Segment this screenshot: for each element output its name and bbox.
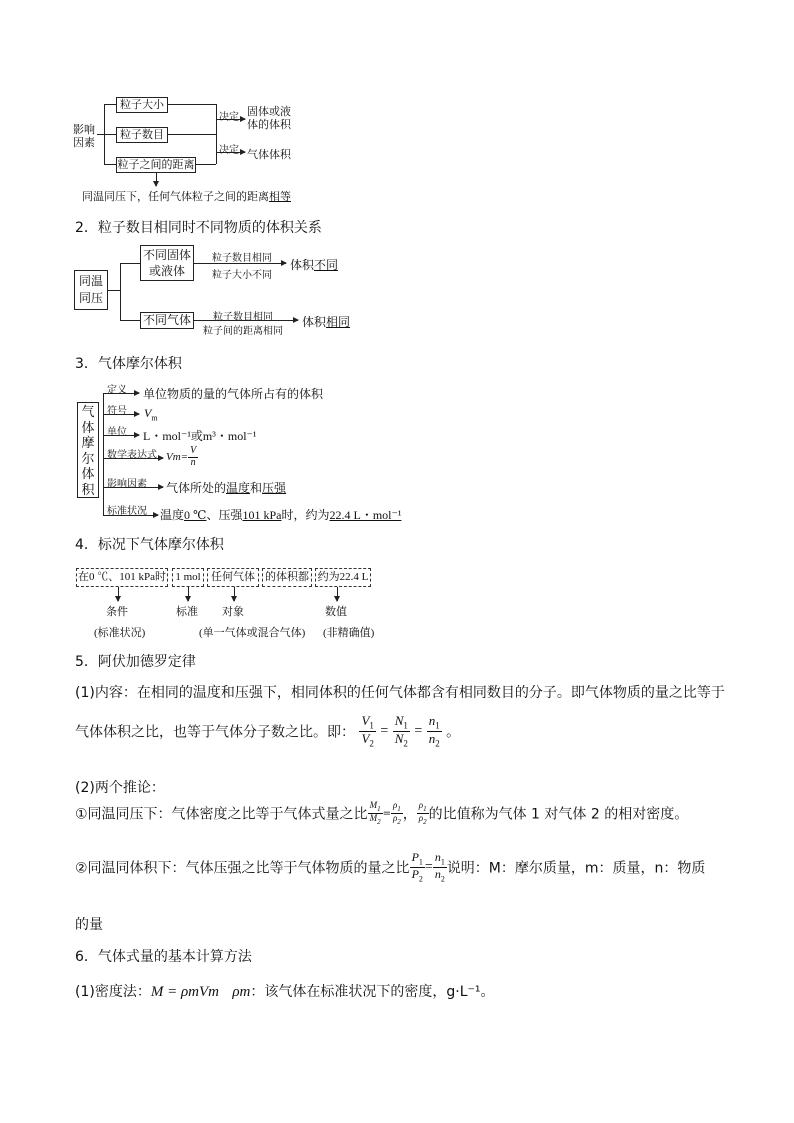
avogadro-content-1: (1)内容：在相同的温度和压强下，相同体积的任何气体都含有相同数目的分子。即气体物质的量之比等于 (75, 685, 725, 701)
condition-label: 条件 (106, 606, 128, 618)
result-gas-volume: 气体体积 (247, 149, 291, 161)
decide-label-2: 决定 (219, 145, 239, 156)
decide-label-1: 决定 (219, 112, 239, 123)
upper-arrow (194, 263, 286, 264)
solid-liquid-box: 不同固体 或液体 (140, 245, 194, 281)
result-solid-liquid: 固体或液 体的体积 (247, 106, 291, 131)
section-4-heading: 4．标况下气体摩尔体积 (75, 537, 224, 553)
different-gas-box: 不同气体 (140, 312, 194, 329)
unit-text: L・mol⁻¹或m³・mol⁻¹ (143, 429, 257, 443)
distance-note: 同温同压下，任何气体粒子之间的距离相等 (82, 191, 291, 203)
definition-text: 单位物质的量的气体所占有的体积 (143, 387, 324, 401)
bracket-stub (97, 134, 104, 135)
value-label: 数值 (325, 606, 347, 618)
any-gas-box: 任何气体 (207, 568, 259, 587)
approx-value-box: 约为22.4 L (315, 568, 371, 587)
symbol-text: $V_m$ (144, 406, 158, 423)
condition-box: 在0 ℃、101 kPa时 (76, 568, 168, 587)
section-6-heading: 6．气体式量的基本计算方法 (75, 949, 252, 965)
inference-2-cont: 的量 (75, 917, 103, 933)
density-method: (1)密度法：M = ρmVm ρm：该气体在标准状况下的密度，g·L⁻¹。 (75, 984, 495, 1000)
lower-arrow (194, 320, 298, 321)
standard-condition-text: 温度0 ℃、压强101 kPa时，约为22.4 L・mol⁻¹ (160, 508, 402, 522)
molar-volume-title-box: 气 体 摩 尔 体 积 (77, 402, 99, 498)
volume-different: 体积不同 (290, 258, 339, 272)
inference-title: (2)两个推论： (75, 780, 165, 796)
n-ratio-fraction: $\frac{N_1}{N_2}$ (394, 713, 408, 749)
volume-same: 体积相同 (302, 315, 351, 329)
same-temp-pressure-box: 同温 同压 (74, 270, 108, 310)
particle-distance-box: 粒子之间的距离 (117, 159, 195, 171)
down-arrow (156, 173, 157, 186)
particle-count-box: 粒子数目 (116, 127, 168, 143)
factors-text: 气体所处的温度和压强 (166, 481, 287, 495)
mol-ratio-fraction: $\frac{n_1}{n_2}$ (428, 713, 440, 749)
object-label: 对象 (222, 606, 244, 618)
section-3-heading: 3．气体摩尔体积 (75, 356, 182, 372)
avogadro-content-2: 气体体积之比，也等于气体分子数之比。即： $\frac{V_1}{V_2}$ = $\frac{N_1}{N_2}$ = $\frac{n_1}{n_2}$ 。 (75, 713, 461, 749)
section-5-heading: 5．阿伏加德罗定律 (75, 654, 196, 670)
standard-label: 标准 (176, 606, 198, 618)
formula-text: Vm= $\frac{V}{n}$ (166, 445, 197, 468)
particle-size-box: 粒子大小 (116, 97, 168, 113)
one-mol-box: 1 mol (172, 568, 204, 587)
v-ratio-fraction: $\frac{V_1}{V_2}$ (361, 713, 374, 749)
section-2-heading: 2．粒子数目相同时不同物质的体积关系 (75, 220, 322, 236)
inference-2: ②同温同体积下：气体压强之比等于气体物质的量之比 $\frac{P_1}{P_2}$ = $\frac{n_1}{n_2}$ 说明：M：摩尔质量，m：质量，n：物质 (75, 850, 706, 884)
inference-1: ①同温同压下：气体密度之比等于气体式量之比 $\frac{M_1}{M_2}$ = $\frac{\rho_1}{\rho_2}$ ， $\frac{\rho_1}{\rho_2}$ 的比值称为气体 1 对气体 2 的相对密度。 (75, 800, 689, 826)
influence-label: 影响 因素 (73, 124, 95, 149)
volume-box: 的体积都 (262, 568, 312, 587)
